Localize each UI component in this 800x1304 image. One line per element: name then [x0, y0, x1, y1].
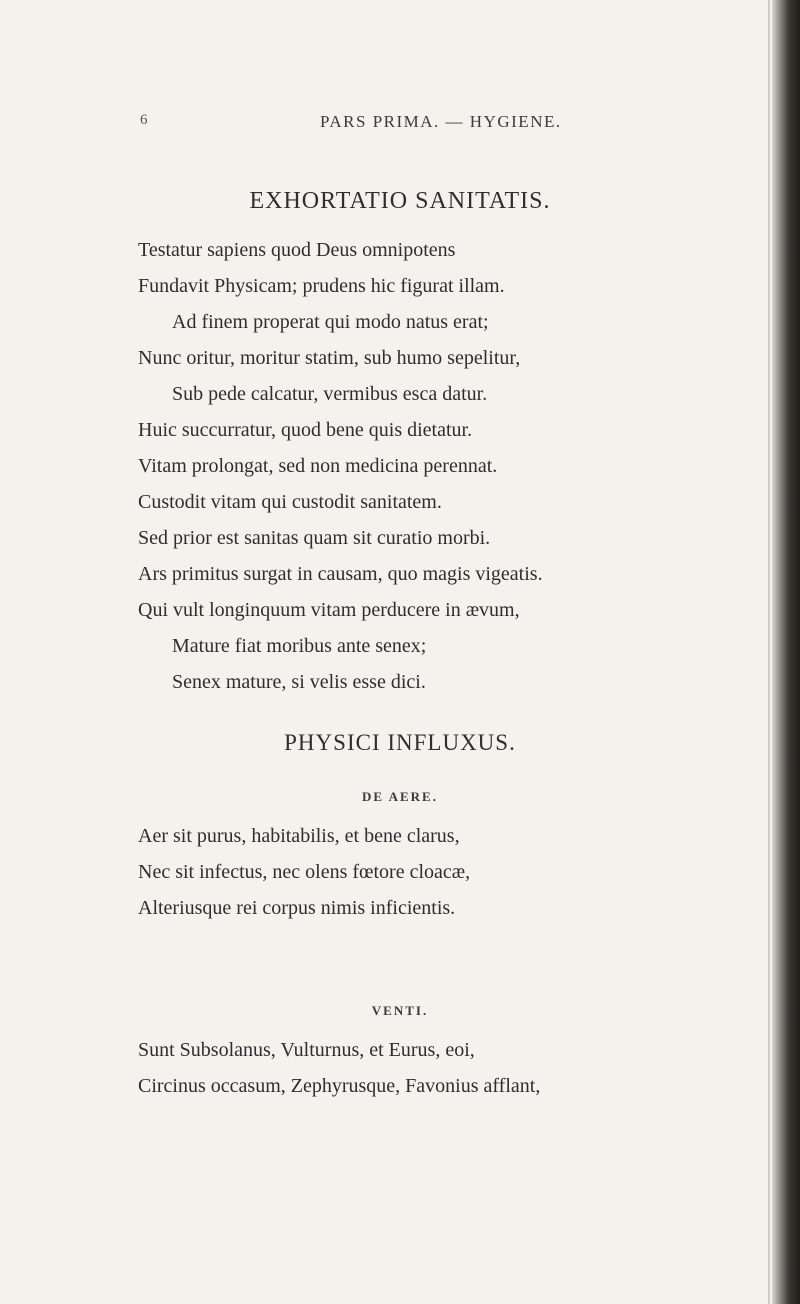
- verse-line: Sed prior est sanitas quam sit curatio morbi.: [138, 527, 491, 549]
- verse-line: Sub pede calcatur, vermibus esca datur.: [172, 383, 488, 405]
- section-title-exhortatio: EXHORTATIO SANITATIS.: [249, 188, 551, 214]
- verse-line: Vitam prolongat, sed non medicina perennat.: [138, 455, 498, 477]
- verse-line: Nunc oritur, moritur statim, sub humo sepelitur,: [138, 347, 521, 369]
- verse-line: Circinus occasum, Zephyrusque, Favonius afflant,: [138, 1075, 541, 1097]
- verse-line: Qui vult longinquum vitam perducere in ævum,: [138, 599, 520, 621]
- verse-line: Nec sit infectus, nec olens fœtore cloacæ,: [138, 861, 471, 883]
- verse-line: Custodit vitam qui custodit sanitatem.: [138, 491, 442, 513]
- verse-line: Senex mature, si velis esse dici.: [172, 671, 426, 693]
- verse-line: Fundavit Physicam; prudens hic figurat illam.: [138, 275, 505, 297]
- subsection-title-de-aere: DE AERE.: [362, 789, 438, 804]
- verse-line: Sunt Subsolanus, Vulturnus, et Eurus, eoi,: [138, 1039, 475, 1061]
- verse-line: Testatur sapiens quod Deus omnipotens: [138, 239, 456, 261]
- verse-line: Huic succurratur, quod bene quis dietatur.: [138, 419, 473, 441]
- page-header: [140, 112, 700, 142]
- subsection-title-venti: VENTI.: [371, 1003, 429, 1018]
- verse-line: Aer sit purus, habitabilis, et bene clarus,: [138, 825, 460, 847]
- verse-line: Ad finem properat qui modo natus erat;: [172, 311, 489, 333]
- verse-line: Ars primitus surgat in causam, quo magis vigeatis.: [138, 563, 543, 585]
- verse-line: Alteriusque rei corpus nimis inficientis.: [138, 897, 456, 919]
- page-number: 6: [140, 112, 148, 128]
- verse-line: Mature fiat moribus ante senex;: [172, 635, 427, 657]
- running-head: PARS PRIMA. — HYGIENE.: [320, 112, 562, 131]
- section-title-physici-influxus: PHYSICI INFLUXUS.: [284, 730, 516, 755]
